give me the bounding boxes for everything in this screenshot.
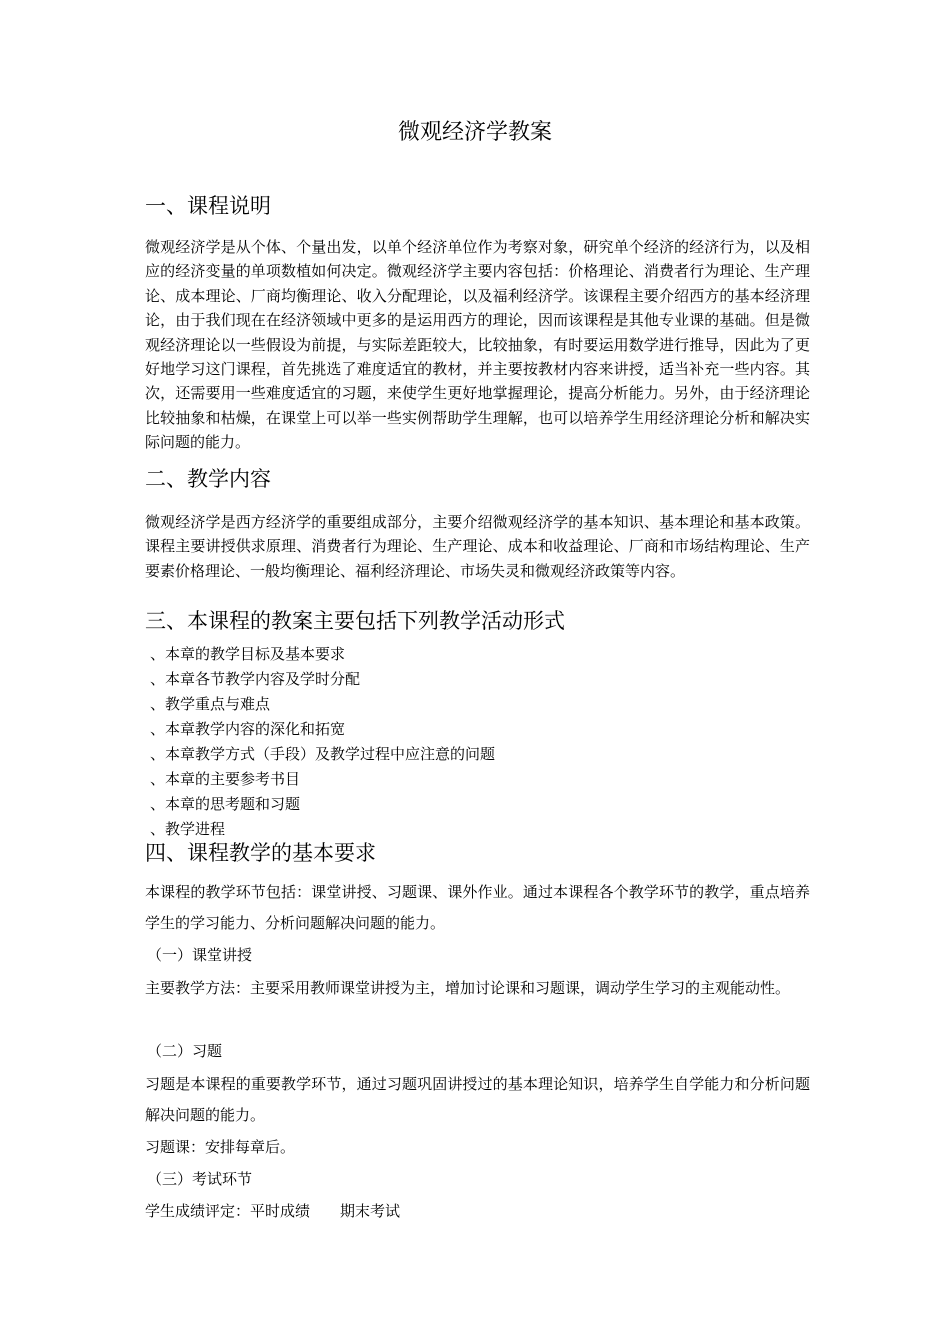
- section-3-heading: 三、本课程的教案主要包括下列教学活动形式: [145, 609, 565, 633]
- section-1-body: 微观经济学是从个体、个量出发，以单个经济单位作为考察对象，研究单个经济的经济行为，以及相应的经济变量的单项数植如何决定。微观经济学主要内容包括：价格理论、消费者行为理论、生产理论、成本理论、厂商均衡理论、收入分配理论，以及福利经济学。该课程主要介绍西方的基本经济理论，由于我们现在在经济领域中更多的是运用西方的理论，因而该课程是其他专业课的基础。但是微观经济理论以一些假设为前提，与实际差距较大，比较抽象，有时要运用数学进行推导，因此为了更好地学习这门课程，首先挑选了难度适宜的教材，并主要按教材内容来讲授，适当补充一些内容。其次，还需要用一些难度适宜的习题，来使学生更好地掌握理论，提高分析能力。另外，由于经济理论比较抽象和枯燥，在课堂上可以举一些实例帮助学生理解，也可以培养学生用经济理论分析和解决实际问题的能力。: [145, 238, 810, 452]
- subsection-lecture-heading: （一）课堂讲授: [147, 946, 253, 964]
- list-item: 、本章的思考题和习题: [150, 795, 301, 813]
- section-4-heading: 四、课程教学的基本要求: [145, 841, 376, 865]
- section-2-heading: 二、教学内容: [145, 467, 271, 491]
- exercise-class-note: 习题课：安排每章后。: [145, 1138, 296, 1156]
- subsection-exercise-body: 习题是本课程的重要教学环节，通过习题巩固讲授过的基本理论知识，培养学生自学能力和分析问题解决问题的能力。: [145, 1075, 810, 1124]
- subsection-exercise-heading: （二）习题: [147, 1042, 223, 1060]
- subsection-exam-heading: （三）考试环节: [147, 1170, 253, 1188]
- list-item: 、教学进程: [150, 820, 226, 838]
- document-title: 微观经济学教案: [397, 120, 552, 145]
- list-item: 、本章的教学目标及基本要求: [150, 645, 346, 663]
- grading-line: 学生成绩评定：平时成绩 期末考试: [145, 1202, 401, 1220]
- list-item: 、本章各节教学内容及学时分配: [150, 670, 361, 688]
- list-item: 、本章教学方式（手段）及教学过程中应注意的问题: [150, 745, 496, 763]
- list-item: 、本章教学内容的深化和拓宽: [150, 720, 346, 738]
- section-4-intro: 本课程的教学环节包括：课堂讲授、习题课、课外作业。通过本课程各个教学环节的教学，重点培养学生的学习能力、分析问题解决问题的能力。: [145, 883, 810, 932]
- section-1-heading: 一、课程说明: [145, 194, 271, 218]
- section-2-body: 微观经济学是西方经济学的重要组成部分，主要介绍微观经济学的基本知识、基本理论和基本政策。课程主要讲授供求原理、消费者行为理论、生产理论、成本和收益理论、厂商和市场结构理论、生产要素价格理论、一般均衡理论、福利经济理论、市场失灵和微观经济政策等内容。: [145, 513, 810, 580]
- list-item: 、本章的主要参考书目: [150, 770, 301, 788]
- list-item: 、教学重点与难点: [150, 695, 271, 713]
- subsection-lecture-body: 主要教学方法：主要采用教师课堂讲授为主，增加讨论课和习题课，调动学生学习的主观能动性。: [145, 979, 791, 997]
